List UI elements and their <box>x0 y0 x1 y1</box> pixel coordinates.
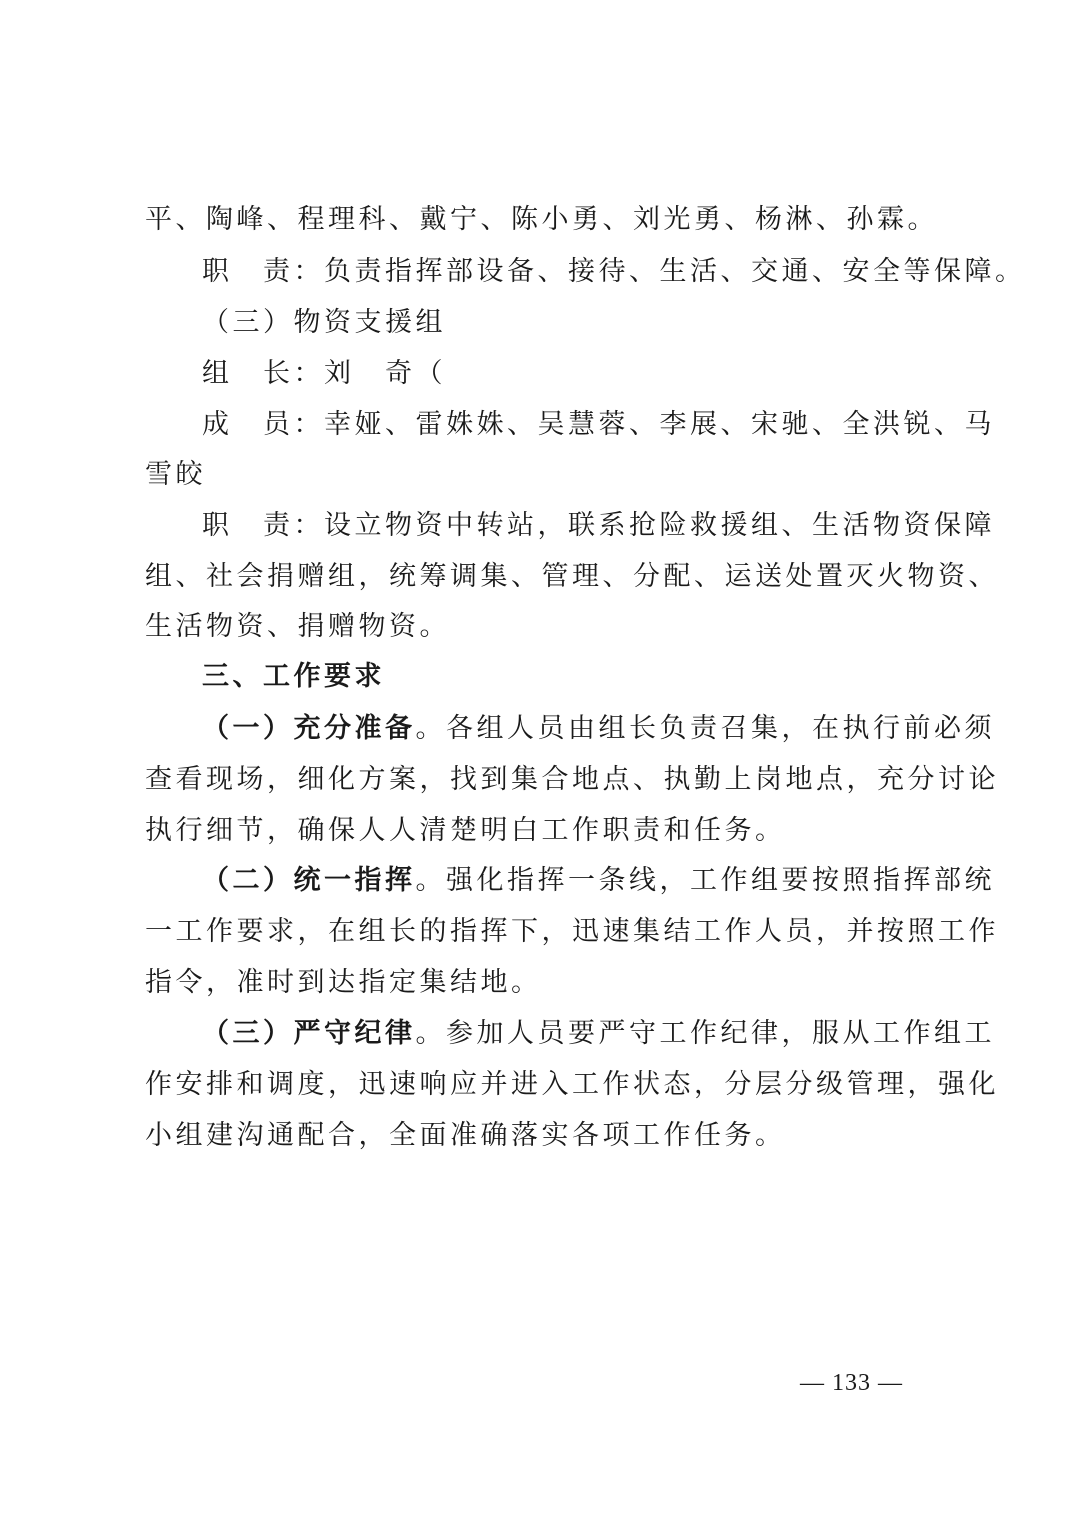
paragraph-heading: （二）统一指挥 <box>202 865 416 896</box>
text-line: 雪皎 <box>145 459 206 490</box>
text-line: 成 员：幸娅、雷姝姝、吴慧蓉、李展、宋驰、全洪锐、马 <box>202 409 995 440</box>
paragraph-text: 。强化指挥一条线，工作组要按照指挥部统 <box>415 865 995 896</box>
paragraph-text: 。各组人员由组长负责召集，在执行前必须 <box>415 713 995 744</box>
text-line: 执行细节，确保人人清楚明白工作职责和任务。 <box>145 815 786 846</box>
text-line: 职 责：负责指挥部设备、接待、生活、交通、安全等保障。 <box>202 256 1026 287</box>
text-line: 生活物资、捐赠物资。 <box>145 611 450 642</box>
paragraph-first-line <box>202 864 1002 898</box>
paragraph-first-line <box>202 712 1002 746</box>
text-line: 一工作要求，在组长的指挥下，迅速集结工作人员，并按照工作 <box>145 916 999 947</box>
paragraph-heading: （三）严守纪律 <box>202 1018 416 1049</box>
text-line: 指令，准时到达指定集结地。 <box>145 967 542 998</box>
text-line: 作安排和调度，迅速响应并进入工作状态，分层分级管理，强化 <box>145 1069 999 1100</box>
paragraph-text: 。参加人员要严守工作纪律，服从工作组工 <box>415 1018 995 1049</box>
text-line: 平、陶峰、程理科、戴宁、陈小勇、刘光勇、杨淋、孙霖。 <box>145 204 938 235</box>
paragraph-first-line <box>202 1017 1002 1051</box>
text-line: 小组建沟通配合，全面准确落实各项工作任务。 <box>145 1120 786 1151</box>
text-line: 组 长：刘 奇（ <box>202 358 446 389</box>
page-number: — 133 — <box>800 1370 903 1396</box>
section-heading: 三、工作要求 <box>202 661 385 692</box>
paragraph-heading: （一）充分准备 <box>202 713 416 744</box>
subsection-heading: （三）物资支援组 <box>202 307 446 338</box>
text-line: 查看现场，细化方案，找到集合地点、执勤上岗地点，充分讨论 <box>145 764 999 795</box>
text-line: 组、社会捐赠组，统筹调集、管理、分配、运送处置灭火物资、 <box>145 561 999 592</box>
text-line: 职 责：设立物资中转站，联系抢险救援组、生活物资保障 <box>202 510 995 541</box>
